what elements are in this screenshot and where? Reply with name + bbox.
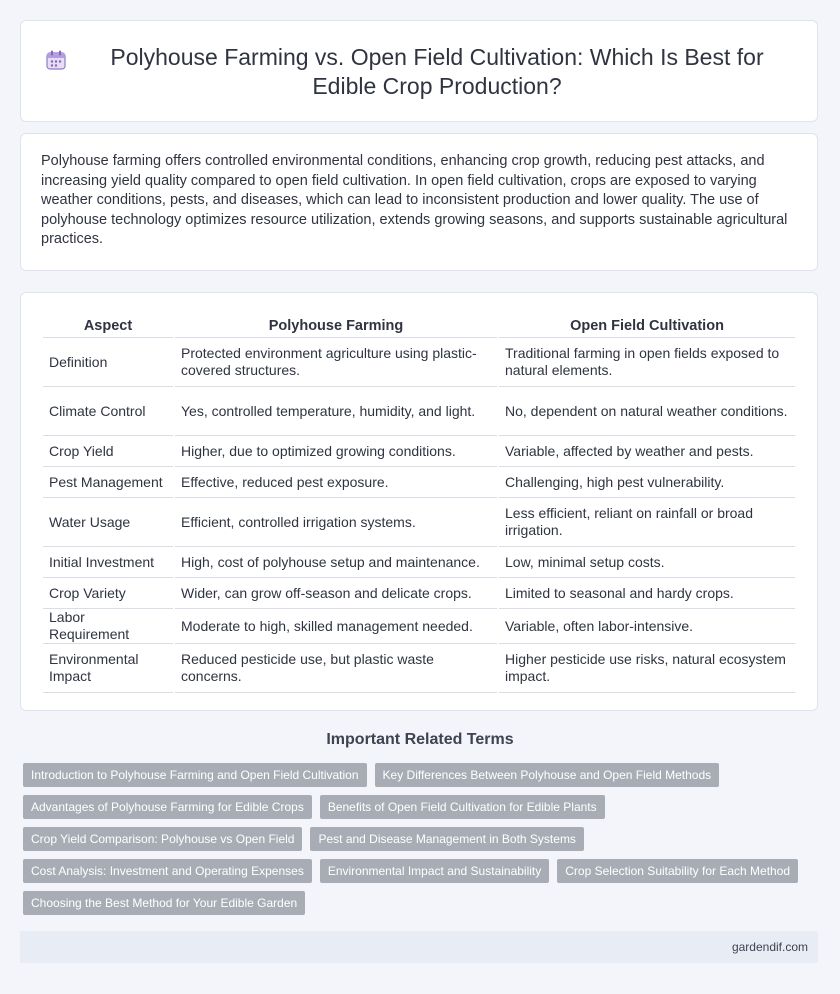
cell-polyhouse: Reduced pesticide use, but plastic waste concerns. [175,644,497,693]
related-term-tag[interactable]: Advantages of Polyhouse Farming for Edible Crops [23,795,312,819]
table-header-row [43,313,795,338]
cell-open-field: Less efficient, reliant on rainfall or broad irrigation. [499,498,795,547]
cell-polyhouse: Protected environment agriculture using plastic-covered structures. [175,338,497,387]
cell-aspect: Water Usage [43,498,173,547]
cell-aspect: Initial Investment [43,547,173,578]
cell-polyhouse: Higher, due to optimized growing conditions. [175,436,497,467]
cell-polyhouse: High, cost of polyhouse setup and maintenance. [175,547,497,578]
table-row [43,436,795,467]
cell-aspect: Climate Control [43,387,173,436]
cell-aspect: Crop Yield [43,436,173,467]
cell-open-field: Traditional farming in open fields exposed to natural elements. [499,338,795,387]
related-terms-heading: Important Related Terms [326,731,514,748]
related-term-tag[interactable]: Crop Selection Suitability for Each Method [557,859,798,883]
intro-paragraph: Polyhouse farming offers controlled environmental conditions, enhancing crop growth, reducing pest attacks, and increasing yield quality compared to open field cultivation. In open field cultivation, crops are exposed to varying weather conditions, pests, and diseases, which can lead to inconsistent production and lower quality. The use of polyhouse technology optimizes resource utilization, extends growing seasons, and supports sustainable agricultural practices. [41,153,788,247]
cell-aspect: Crop Variety [43,578,173,609]
related-term-tag[interactable]: Choosing the Best Method for Your Edible Garden [23,891,305,915]
related-term-tag[interactable]: Benefits of Open Field Cultivation for Edible Plants [320,795,605,819]
header-open-field: Open Field Cultivation [499,313,795,338]
related-term-tag[interactable]: Pest and Disease Management in Both Systems [310,827,583,851]
cell-open-field: Higher pesticide use risks, natural ecosystem impact. [499,644,795,693]
related-term-tag[interactable]: Cost Analysis: Investment and Operating Expenses [23,859,312,883]
footer-site-link[interactable]: gardendif.com [731,940,808,954]
table-row [43,498,795,547]
table-row [43,547,795,578]
cell-aspect: Definition [43,338,173,387]
cell-open-field: Variable, often labor-intensive. [499,609,795,644]
cell-polyhouse: Effective, reduced pest exposure. [175,467,497,498]
cell-open-field: Limited to seasonal and hardy crops. [499,578,795,609]
cell-aspect: Pest Management [43,467,173,498]
cell-polyhouse: Wider, can grow off-season and delicate crops. [175,578,497,609]
table-row [43,578,795,609]
intro-card [20,133,818,271]
table-row [43,467,795,498]
footer [20,931,818,963]
related-terms-list [23,763,803,915]
related-term-tag[interactable]: Introduction to Polyhouse Farming and Open Field Cultivation [23,763,367,787]
related-term-tag[interactable]: Environmental Impact and Sustainability [320,859,549,883]
cell-open-field: No, dependent on natural weather conditions. [499,387,795,436]
cell-polyhouse: Moderate to high, skilled management needed. [175,609,497,644]
comparison-card [20,292,818,711]
cell-open-field: Variable, affected by weather and pests. [499,436,795,467]
table-row [43,387,795,436]
table-row [43,644,795,693]
related-term-tag[interactable]: Key Differences Between Polyhouse and Open Field Methods [375,763,720,787]
header-polyhouse: Polyhouse Farming [175,313,497,338]
table-row [43,609,795,644]
cell-open-field: Low, minimal setup costs. [499,547,795,578]
title-card [20,20,818,122]
header-aspect: Aspect [43,313,173,338]
cell-polyhouse: Yes, controlled temperature, humidity, and light. [175,387,497,436]
cell-open-field: Challenging, high pest vulnerability. [499,467,795,498]
cell-polyhouse: Efficient, controlled irrigation systems. [175,498,497,547]
related-term-tag[interactable]: Crop Yield Comparison: Polyhouse vs Open Field [23,827,302,851]
table-row [43,338,795,387]
page-title: Polyhouse Farming vs. Open Field Cultivation: Which Is Best for Edible Crop Production? [110,44,764,99]
comparison-table [41,313,797,693]
cell-aspect: Labor Requirement [43,609,173,644]
cell-aspect: Environmental Impact [43,644,173,693]
